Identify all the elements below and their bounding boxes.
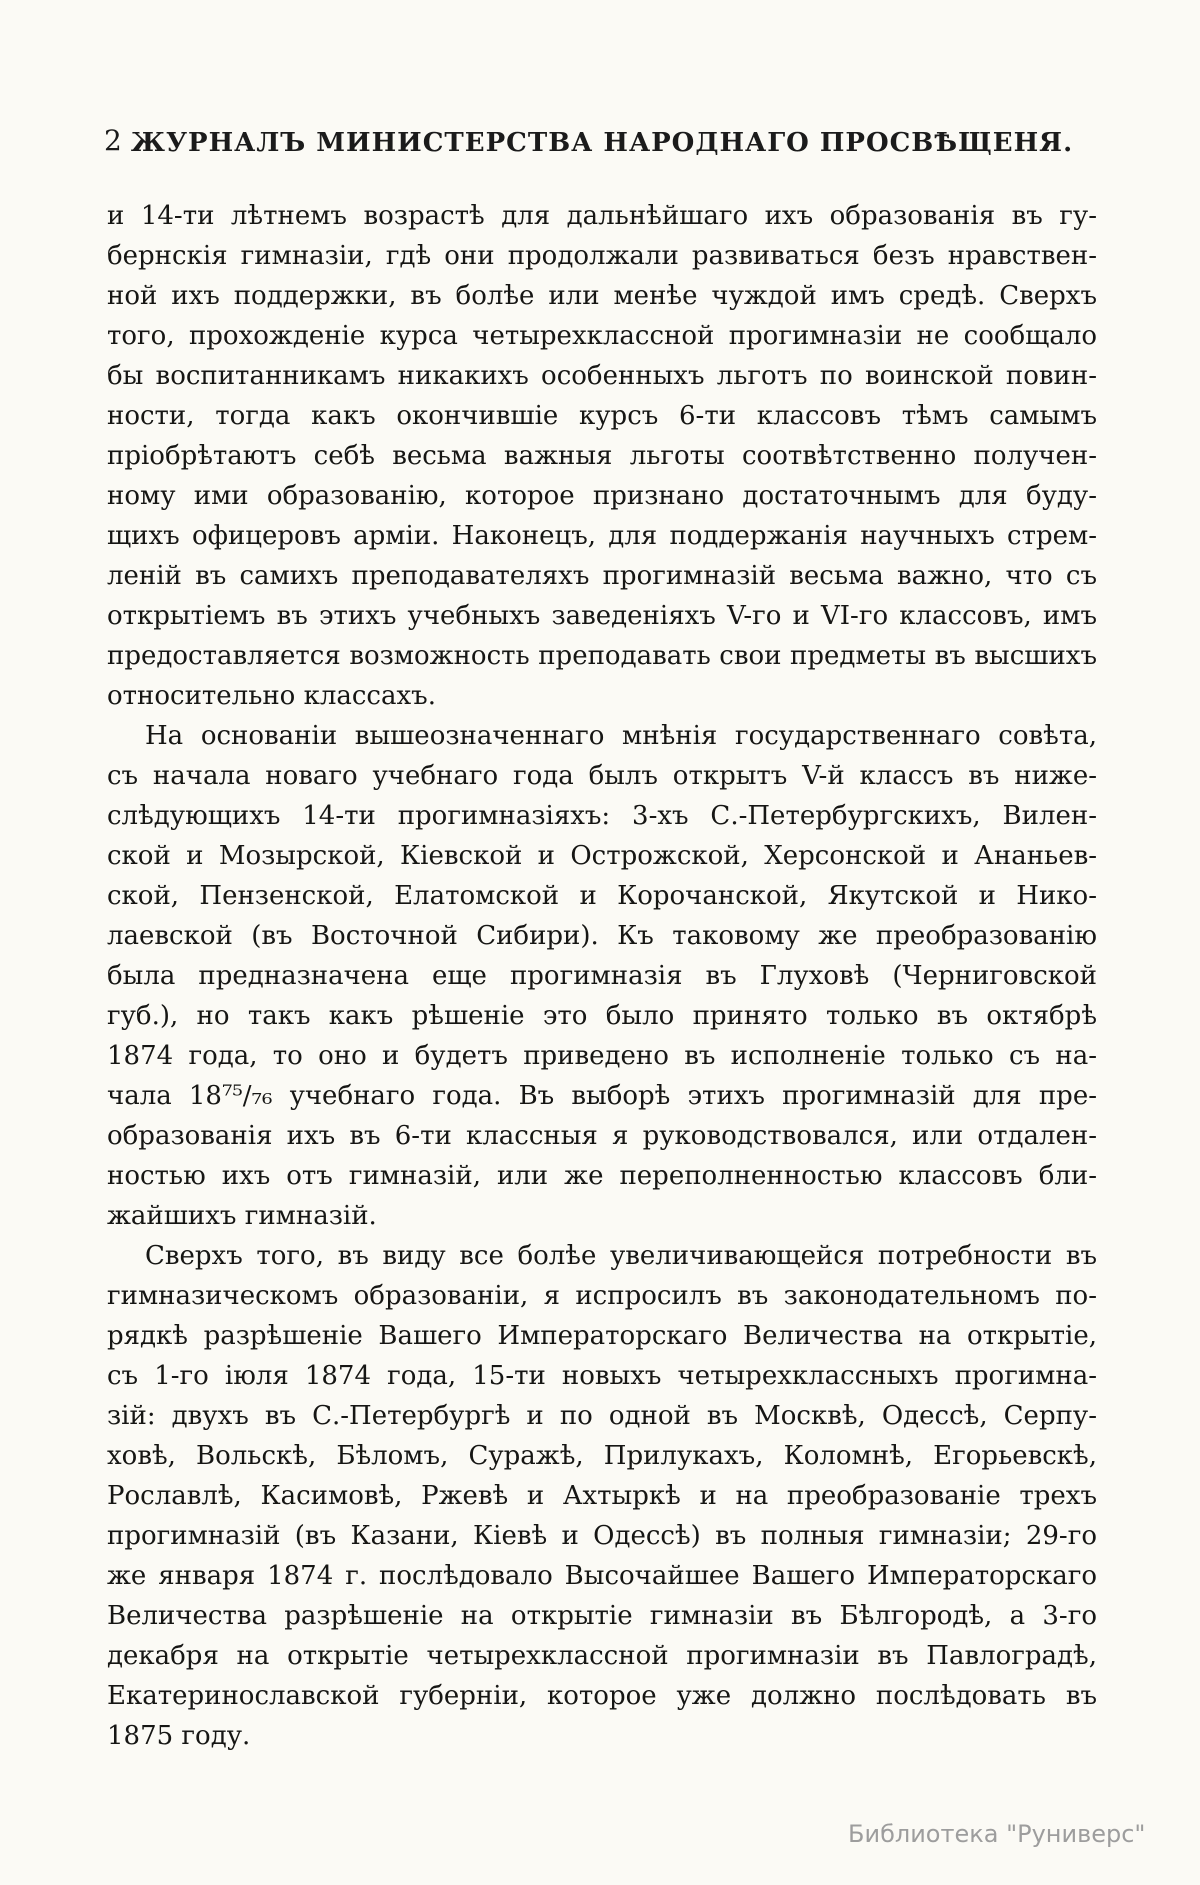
text-line: щихъ офицеровъ арміи. Наконецъ, для поддержанія научныхъ стрем- [107, 521, 1097, 551]
text-line: чала 18⁷⁵/₇₆ учебнаго года. Въ выборѣ этихъ прогимназій для пре- [107, 1081, 1097, 1111]
text-line: Сверхъ того, въ виду все болѣе увеличивающейся потребности въ [145, 1241, 1097, 1271]
text-line: ховѣ, Вольскѣ, Бѣломъ, Суражѣ, Прилукахъ, Коломнѣ, Егорьевскѣ, [107, 1441, 1097, 1471]
text-line: Рославлѣ, Касимовѣ, Ржевѣ и Ахтыркѣ и на преобразованіе трехъ [107, 1481, 1097, 1511]
text-line: ской, Пензенской, Елатомской и Корочанской, Якутской и Нико- [107, 881, 1097, 911]
page-number: 2 [104, 124, 122, 157]
text-line: открытіемъ въ этихъ учебныхъ заведеніяхъ V-го и VI-го классовъ, имъ [107, 601, 1097, 631]
text-line: ному ими образованію, которое признано достаточнымъ для буду- [107, 481, 1097, 511]
text-line: съ 1-го іюля 1874 года, 15-ти новыхъ четырехклассныхъ прогимна- [107, 1361, 1097, 1391]
text-line: бернскія гимназіи, гдѣ они продолжали развиваться безъ нравствен- [107, 241, 1097, 271]
text-line: бы воспитанникамъ никакихъ особенныхъ льготъ по воинской повин- [107, 361, 1097, 391]
page-body [107, 196, 1097, 1756]
text-line: и 14-ти лѣтнемъ возрастѣ для дальнѣйшаго ихъ образованія въ гу- [107, 201, 1097, 231]
text-line: 1874 года, то оно и будетъ приведено въ исполненіе только съ на- [107, 1041, 1097, 1071]
text-line: рядкѣ разрѣшеніе Вашего Императорскаго Величества на открытіе, [107, 1321, 1097, 1351]
text-line: относительно классахъ. [107, 681, 436, 711]
text-line: съ начала новаго учебнаго года былъ открытъ V-й классъ въ ниже- [107, 761, 1097, 791]
text-line: того, прохожденіе курса четырехклассной прогимназіи не сообщало [107, 321, 1097, 351]
text-line: 1875 году. [107, 1721, 251, 1751]
text-line: жайшихъ гимназій. [107, 1201, 377, 1231]
text-line: леній въ самихъ преподавателяхъ прогимназій весьма важно, что съ [107, 561, 1097, 591]
text-line: Величества разрѣшеніе на открытіе гимназіи въ Бѣлгородѣ, а 3-го [107, 1601, 1097, 1631]
text-line: слѣдующихъ 14-ти прогимназіяхъ: 3-хъ С.-Петербургскихъ, Вилен- [107, 801, 1097, 831]
library-watermark: Библиотека "Руниверс" [848, 1820, 1146, 1848]
text-line: декабря на открытіе четырехклассной прогимназіи въ Павлоградѣ, [107, 1641, 1097, 1671]
text-line: лаевской (въ Восточной Сибири). Къ таковому же преобразованію [107, 921, 1097, 951]
text-line: предоставляется возможность преподавать свои предметы въ высшихъ [107, 641, 1097, 671]
text-line: Екатеринославской губерніи, которое уже должно послѣдовать въ [107, 1681, 1097, 1711]
text-line: ности, тогда какъ окончившіе курсъ 6-ти классовъ тѣмъ самымъ [107, 401, 1097, 431]
text-line: прогимназій (въ Казани, Кіевѣ и Одессѣ) въ полныя гимназіи; 29-го [107, 1521, 1097, 1551]
text-line: губ.), но такъ какъ рѣшеніе это было принято только въ октябрѣ [107, 1001, 1097, 1031]
text-line: На основаніи вышеозначеннаго мнѣнія государственнаго совѣта, [145, 721, 1097, 751]
text-line: образованія ихъ въ 6-ти классныя я руководствовался, или отдален- [107, 1121, 1097, 1151]
text-line: гимназическомъ образованіи, я испросилъ въ законодательномъ по- [107, 1281, 1097, 1311]
running-header: ЖУРНАЛЪ МИНИСТЕРСТВА НАРОДНАГО ПРОСВѢЩЕНЯ. [130, 128, 1074, 158]
text-line: пріобрѣтаютъ себѣ весьма важныя льготы соотвѣтственно получен- [107, 441, 1097, 471]
text-line: ностью ихъ отъ гимназій, или же переполненностью классовъ бли- [107, 1161, 1097, 1191]
text-line: ской и Мозырской, Кіевской и Острожской, Херсонской и Ананьев- [107, 841, 1097, 871]
text-line: была предназначена еще прогимназія въ Глуховѣ (Черниговской [107, 961, 1097, 991]
text-line: зій: двухъ въ С.-Петербургѣ и по одной въ Москвѣ, Одессѣ, Серпу- [107, 1401, 1097, 1431]
text-line: ной ихъ поддержки, въ болѣе или менѣе чуждой имъ средѣ. Сверхъ [107, 281, 1097, 311]
text-line: же января 1874 г. послѣдовало Высочайшее Вашего Императорскаго [107, 1561, 1097, 1591]
